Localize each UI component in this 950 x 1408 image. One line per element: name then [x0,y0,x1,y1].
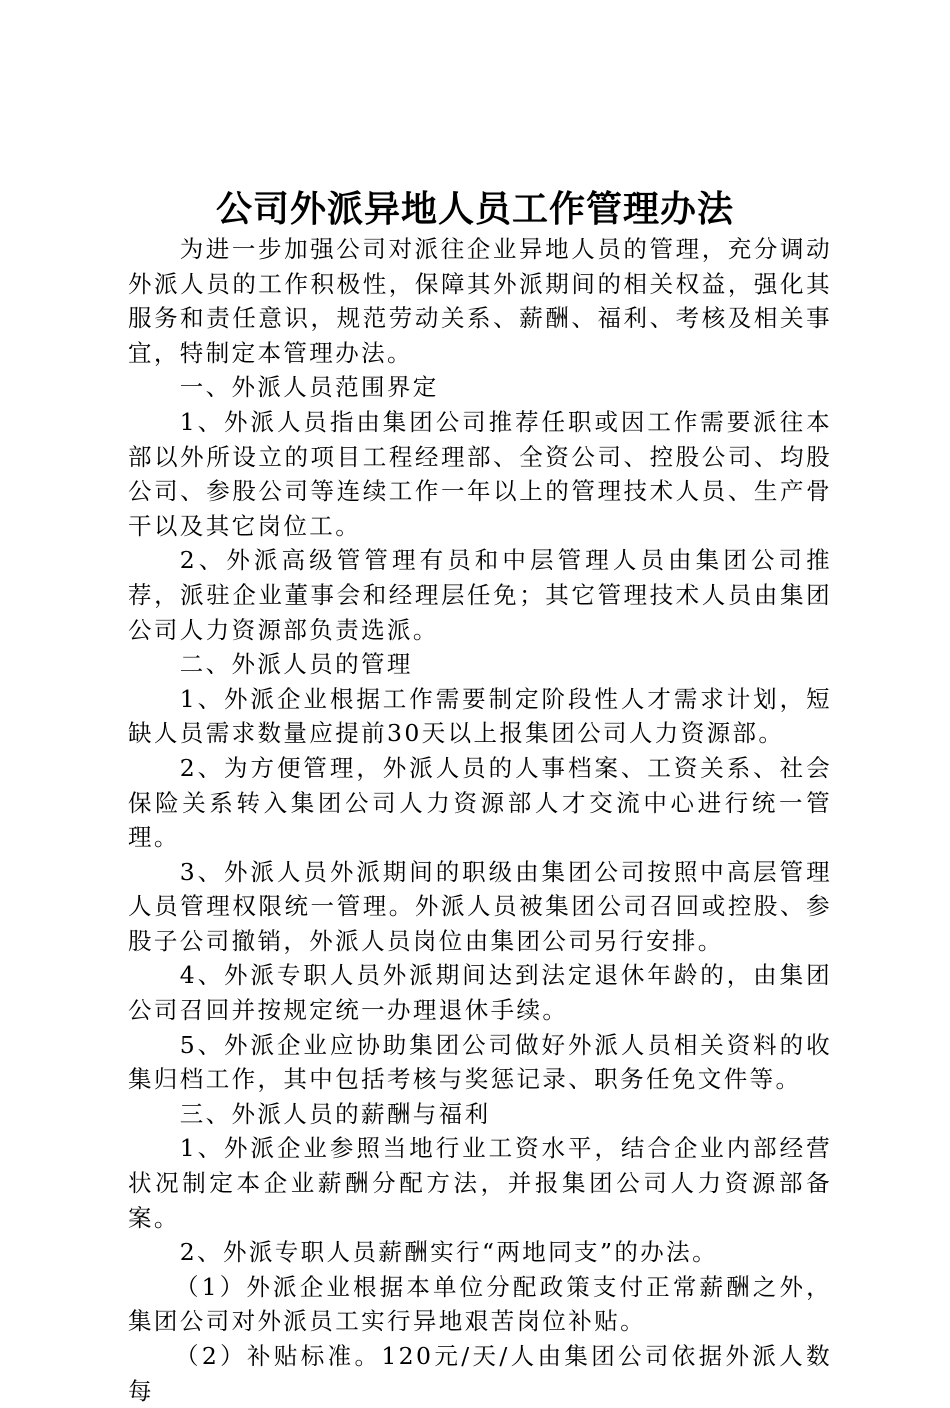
paragraph-2-4: 4、外派专职人员外派期间达到法定退休年龄的，由集团公司召回并按规定统一办理退休手续。 [128,961,832,1025]
intro-paragraph: 为进一步加强公司对派往企业异地人员的管理，充分调动外派人员的工作积极性，保障其外派期间的相关权益，强化其服务和责任意识，规范劳动关系、薪酬、福利、考核及相关事宜，特制定本管理办法。 [128,235,832,367]
paragraph-2-2: 2、为方便管理，外派人员的人事档案、工资关系、社会保险关系转入集团公司人力资源部人才交流中心进行统一管理。 [128,753,832,852]
document-title: 公司外派异地人员工作管理办法 [215,188,734,230]
section-heading-2: 二、外派人员的管理 [179,650,413,679]
section-heading-1: 一、外派人员范围界定 [179,373,439,402]
paragraph-2-3: 3、外派人员外派期间的职级由集团公司按照中高层管理人员管理权限统一管理。外派人员被集团公司召回或控股、参股子公司撤销，外派人员岗位由集团公司另行安排。 [128,857,832,955]
paragraph-1-1: 1、外派人员指由集团公司推荐任职或因工作需要派往本部以外所设立的项目工程经理部、全资公司、控股公司、均股公司、参股公司等连续工作一年以上的管理技术人员、生产骨干以及其它岗位工。 [128,407,832,540]
document-body [128,232,832,1408]
paragraph-2-5: 5、外派企业应协助集团公司做好外派人员相关资料的收集归档工作，其中包括考核与奖惩记录、职务任免文件等。 [128,1030,832,1094]
paragraph-3-2-1: （1）外派企业根据本单位分配政策支付正常薪酬之外，集团公司对外派员工实行异地艰苦岗位补贴。 [128,1272,832,1336]
paragraph-1-2: 2、外派高级管管理有员和中层管理人员由集团公司推荐，派驻企业董事会和经理层任免；其它管理技术人员由集团公司人力资源部负责选派。 [128,546,832,644]
paragraph-3-1: 1、外派企业参照当地行业工资水平，结合企业内部经营状况制定本企业薪酬分配方法，并报集团公司人力资源部备案。 [128,1134,832,1232]
paragraph-3-2-2: （2）补贴标准。120元/天/人由集团公司依据外派人数每 [128,1342,832,1405]
paragraph-3-2: 2、外派专职人员薪酬实行“两地同支”的办法。 [179,1238,718,1267]
section-heading-3: 三、外派人员的薪酬与福利 [179,1099,491,1128]
paragraph-2-1: 1、外派企业根据工作需要制定阶段性人才需求计划，短缺人员需求数量应提前30天以上报集团公司人力资源部。 [128,684,832,748]
